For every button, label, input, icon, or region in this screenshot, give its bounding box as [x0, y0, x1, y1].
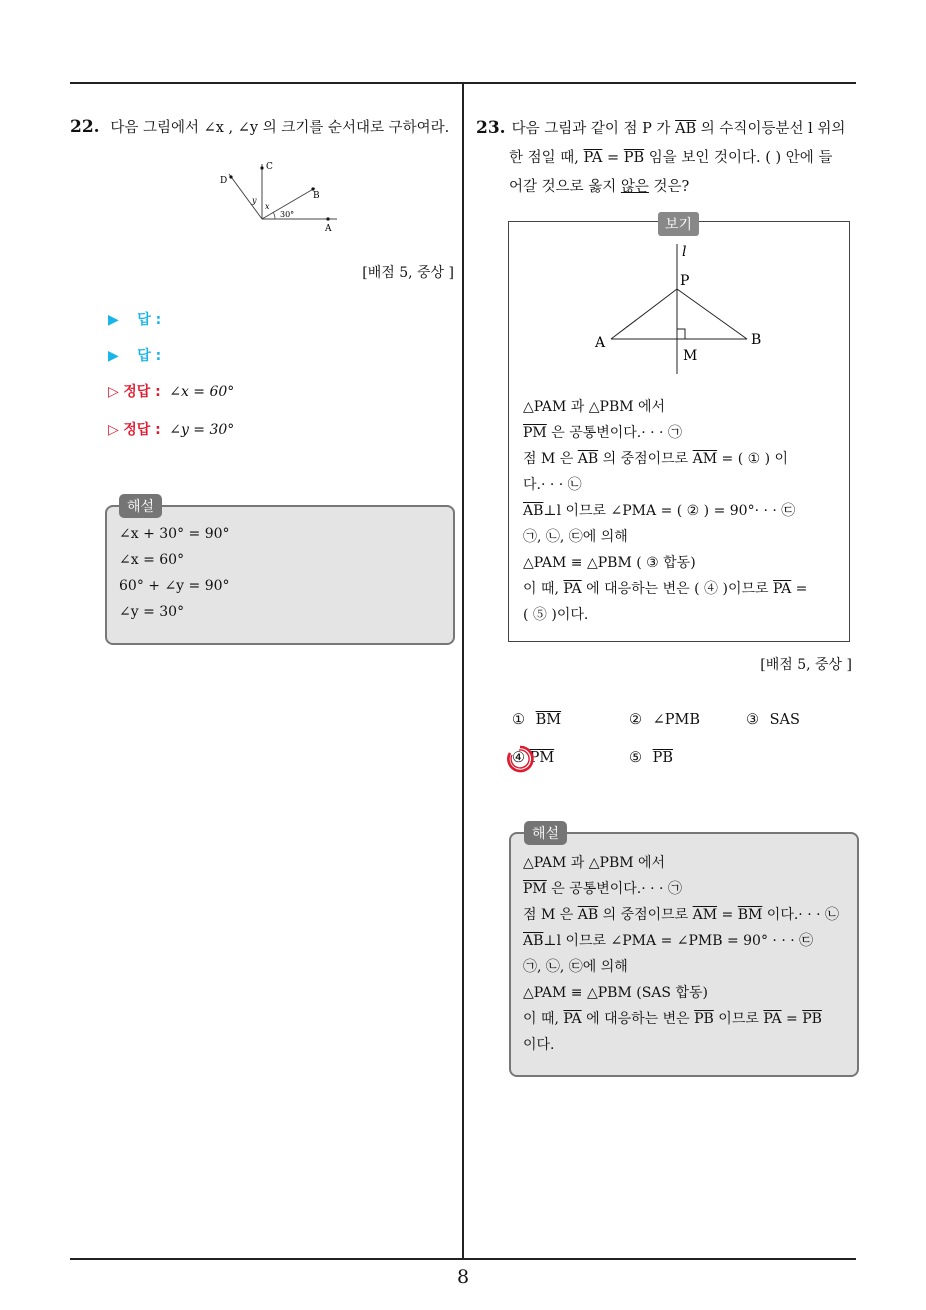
bogi-line: △PAM 과 △PBM 에서 — [523, 399, 666, 415]
segment-pb — [677, 289, 747, 339]
q23-text — [476, 114, 860, 202]
q22-difficulty: [배점 5, 중상 ] — [362, 265, 454, 281]
bogi-line: 점 M 은 $\overline{AB}$ 의 중점이므로 $\overline{AM}$ = ( ① ) 이 — [523, 451, 789, 467]
q22-correct-1 — [108, 381, 234, 401]
column-divider — [462, 82, 464, 1259]
q23-solution-tag: 해설 — [524, 821, 567, 845]
q22-answer-1 — [108, 309, 161, 329]
right-angle-mark — [677, 329, 685, 339]
bogi-line: ( ⑤ )이다. — [523, 607, 589, 623]
bogi-line: ㉠, ㉡, ㉢에 의해 — [523, 529, 628, 545]
choice-num: ② — [629, 712, 642, 728]
answer-circle-mark-icon — [505, 744, 535, 774]
q23-bogi-tag: 보기 — [658, 212, 699, 236]
q23-text-part: 것은? — [648, 179, 690, 195]
correct-value: ∠x = 60° — [169, 384, 235, 400]
q22-text: 다음 그림에서 ∠x , ∠y 의 크기를 순서대로 구하여라. — [110, 120, 450, 136]
bogi-text — [523, 394, 841, 628]
q23-figure — [589, 236, 779, 376]
q23-bogi-box — [508, 221, 850, 642]
solution-line: △PAM 과 △PBM 에서 — [523, 855, 666, 871]
label-a: A — [325, 224, 332, 234]
bogi-line: 다.· · · ㉡ — [523, 477, 582, 493]
underlined-word: 않은 — [620, 179, 649, 195]
answer-label: 답 : — [137, 348, 162, 364]
choice-num: ③ — [746, 712, 759, 728]
choice-3[interactable] — [746, 712, 800, 728]
q22-answer-2 — [108, 345, 161, 365]
q22 — [70, 114, 460, 143]
ray-d — [229, 174, 262, 219]
label-b: B — [751, 332, 762, 348]
solution-line: 점 M 은 $\overline{AB}$ 의 중점이므로 $\overline{AM} = \overline{BM}$ 이다.· · · ㉡ — [523, 907, 840, 923]
bogi-line: 이 때, $\overline{PA}$ 에 대응하는 변은 ( ④ )이므로 $\overline{PA}$ = — [523, 581, 808, 597]
solution-line: $\overline{AB}\perp l$ 이므로 ∠PMA = ∠PMB = 90° · · · ㉢ — [523, 933, 814, 949]
q23-text-part: 의 수직이등분선 l 위의 — [696, 121, 846, 137]
q22-solution-box — [105, 505, 455, 645]
q23-number: 23. — [476, 118, 506, 138]
q22-figure — [215, 158, 345, 234]
q22-solution-tag: 해설 — [119, 494, 162, 518]
segment-pa — [611, 289, 677, 339]
solution-line: ㉠, ㉡, ㉢에 의해 — [523, 959, 628, 975]
q23-text-part: = — [602, 150, 624, 166]
label-30deg: 30° — [280, 210, 295, 219]
q23-solution-box — [509, 832, 859, 1077]
q23-text-part: 한 점일 때, — [509, 150, 584, 166]
solution-line: △PAM ≡ △PBM (SAS 합동) — [523, 985, 708, 1001]
label-y: y — [252, 196, 257, 205]
solution-line: $\overline{PM}$ 은 공통변이다.· · · ㉠ — [523, 881, 682, 897]
point-c — [260, 166, 263, 169]
choice-num: ④ — [512, 750, 525, 766]
q23-difficulty: [배점 5, 중상 ] — [760, 657, 852, 673]
bottom-rule — [70, 1258, 856, 1260]
choice-2[interactable] — [629, 712, 700, 728]
q22-correct-2 — [108, 419, 234, 439]
page-number: 8 — [456, 1266, 470, 1288]
solution-line: ∠x = 60° — [119, 552, 185, 568]
play-icon: ▶ — [108, 348, 119, 364]
choice-text: SAS — [769, 712, 800, 728]
solution-line: ∠y = 30° — [119, 604, 185, 620]
bogi-line: △PAM ≡ △PBM ( ③ 합동) — [523, 555, 696, 571]
solution-line: 이 때, $\overline{PA}$ 에 대응하는 변은 $\overline{PB}$ 이므로 $\overline{PA} = \overline{PB}$ — [523, 1011, 822, 1027]
point-a — [326, 217, 329, 220]
label-b: B — [313, 191, 320, 201]
q22-number: 22. — [70, 117, 100, 137]
label-a: A — [595, 335, 606, 351]
q23-text-part: 임을 보인 것이다. ( ) 안에 들 — [644, 150, 833, 166]
segment-pb: $\overline{PB}$ — [623, 150, 645, 166]
label-l: l — [682, 244, 687, 260]
choice-text: $\overline{BM}$ — [535, 712, 562, 728]
label-p: P — [680, 273, 690, 289]
choice-text: $\overline{PB}$ — [652, 750, 674, 766]
angle-arc — [273, 212, 275, 219]
solution-line: 이다. — [523, 1037, 555, 1053]
q23-text-part: 다음 그림과 같이 점 P 가 — [511, 121, 676, 137]
choice-text: $\overline{PM}$ — [529, 750, 555, 766]
correct-value: ∠y = 30° — [169, 422, 235, 438]
outline-play-icon: ▷ — [108, 422, 119, 438]
label-m: M — [683, 348, 698, 364]
choice-num: ⑤ — [629, 750, 642, 766]
solution-line: 60° + ∠y = 90° — [119, 578, 230, 594]
segment-pa: $\overline{PA}$ — [583, 150, 603, 166]
solution-line: ∠x + 30° = 90° — [119, 526, 230, 542]
play-icon: ▶ — [108, 312, 119, 328]
answer-label: 답 : — [137, 312, 162, 328]
segment-ab: $\overline{AB}$ — [675, 121, 697, 137]
bogi-line: $\overline{PM}$ 은 공통변이다.· · · ㉠ — [523, 425, 682, 441]
correct-label: 정답 : — [123, 422, 161, 438]
choice-1[interactable] — [512, 712, 561, 728]
bogi-line: $\overline{AB}\perp l$ 이므로 ∠PMA = ( ② ) = 90°· · · ㉢ — [523, 503, 796, 519]
choice-5[interactable] — [629, 750, 673, 766]
choice-num: ① — [512, 712, 525, 728]
q23-text-part: 어갈 것으로 옳지 — [509, 179, 621, 195]
choice-text: ∠PMB — [652, 712, 701, 728]
label-c: C — [266, 162, 273, 172]
label-x: x — [265, 202, 270, 211]
point-d — [229, 175, 232, 178]
label-d: D — [220, 176, 228, 186]
outline-play-icon: ▷ — [108, 384, 119, 400]
correct-label: 정답 : — [123, 384, 161, 400]
